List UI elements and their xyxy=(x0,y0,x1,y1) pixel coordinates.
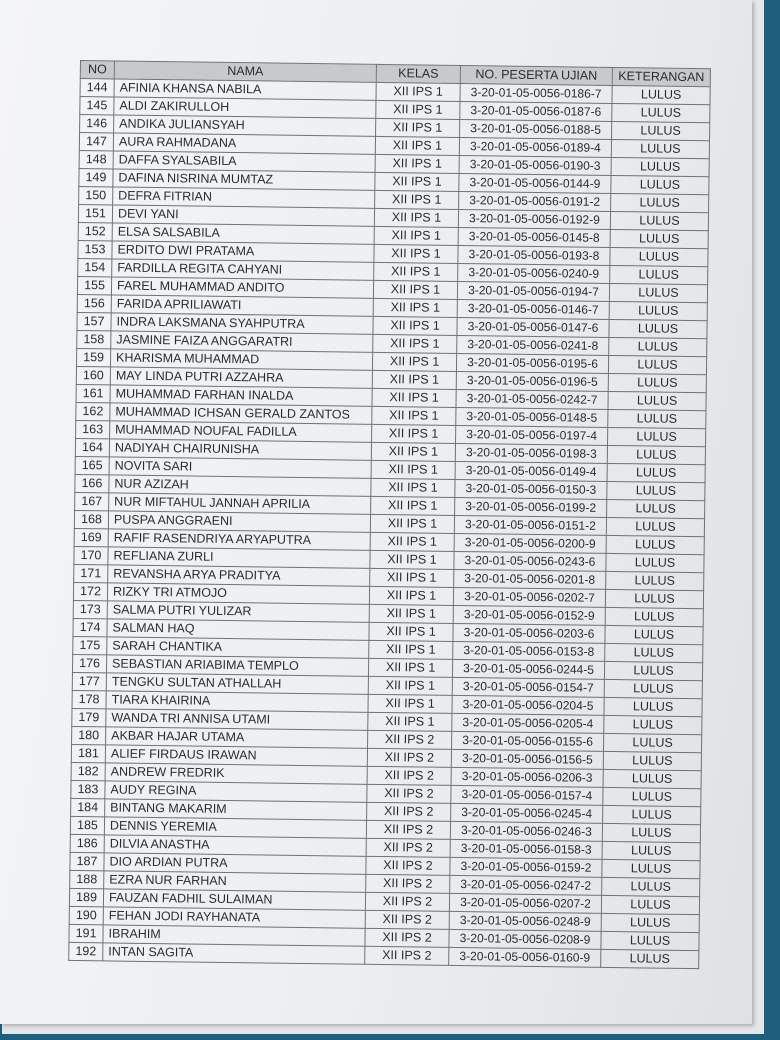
cell-nama: FAREL MUHAMMAD ANDITO xyxy=(111,277,373,298)
cell-kelas: XII IPS 2 xyxy=(367,748,451,767)
cell-keterangan: LULUS xyxy=(609,319,707,338)
cell-no: 165 xyxy=(75,456,109,474)
cell-kelas: XII IPS 2 xyxy=(365,892,449,911)
cell-keterangan: LULUS xyxy=(601,931,699,950)
cell-nama: INTAN SAGITA xyxy=(103,943,365,964)
cell-peserta: 3-20-01-05-0056-0242-7 xyxy=(456,389,608,409)
cell-keterangan: LULUS xyxy=(604,661,702,680)
cell-nama: NUR MIFTAHUL JANNAH APRILIA xyxy=(109,493,371,514)
cell-no: 166 xyxy=(75,474,109,492)
cell-nama: AKBAR HAJAR UTAMA xyxy=(106,727,368,748)
cell-keterangan: LULUS xyxy=(611,139,709,158)
cell-no: 157 xyxy=(77,312,111,330)
cell-keterangan: LULUS xyxy=(612,103,710,122)
cell-keterangan: LULUS xyxy=(611,157,709,176)
cell-no: 182 xyxy=(71,762,105,780)
cell-nama: SEBASTIAN ARIABIMA TEMPLO xyxy=(106,655,368,676)
cell-no: 189 xyxy=(69,888,103,906)
cell-nama: DENNIS YEREMIA xyxy=(104,817,366,838)
cell-no: 163 xyxy=(76,420,110,438)
cell-peserta: 3-20-01-05-0056-0155-6 xyxy=(452,731,604,751)
cell-keterangan: LULUS xyxy=(611,175,709,194)
cell-nama: TIARA KHAIRINA xyxy=(106,691,368,712)
cell-no: 151 xyxy=(78,204,112,222)
cell-kelas: XII IPS 2 xyxy=(367,802,451,821)
cell-peserta: 3-20-01-05-0056-0150-3 xyxy=(455,479,607,499)
cell-no: 167 xyxy=(75,492,109,510)
cell-nama: BINTANG MAKARIM xyxy=(105,799,367,820)
cell-nama: KHARISMA MUHAMMAD xyxy=(110,349,372,370)
cell-peserta: 3-20-01-05-0056-0203-6 xyxy=(453,623,605,643)
cell-nama: ANDIKA JULIANSYAH xyxy=(114,115,376,136)
cell-nama: JASMINE FAIZA ANGGARATRI xyxy=(111,331,373,352)
cell-nama: TENGKU SULTAN ATHALLAH xyxy=(106,673,368,694)
cell-no: 170 xyxy=(74,546,108,564)
cell-peserta: 3-20-01-05-0056-0204-5 xyxy=(452,695,604,715)
cell-keterangan: LULUS xyxy=(603,751,701,770)
cell-no: 164 xyxy=(75,438,109,456)
cell-nama: SALMAN HAQ xyxy=(107,619,369,640)
cell-nama: NUR AZIZAH xyxy=(109,475,371,496)
cell-peserta: 3-20-01-05-0056-0193-8 xyxy=(458,245,610,265)
cell-nama: PUSPA ANGGRAENI xyxy=(108,511,370,532)
cell-keterangan: LULUS xyxy=(603,805,701,824)
cell-kelas: XII IPS 1 xyxy=(372,406,456,425)
cell-no: 144 xyxy=(80,79,114,97)
cell-no: 161 xyxy=(76,384,110,402)
cell-keterangan: LULUS xyxy=(607,427,705,446)
cell-kelas: XII IPS 1 xyxy=(373,334,457,353)
cell-kelas: XII IPS 1 xyxy=(370,568,454,587)
cell-kelas: XII IPS 1 xyxy=(375,154,459,173)
cell-nama: AUDY REGINA xyxy=(105,781,367,802)
cell-peserta: 3-20-01-05-0056-0147-6 xyxy=(457,317,609,337)
cell-keterangan: LULUS xyxy=(612,85,710,104)
cell-nama: DAFFA SYALSABILA xyxy=(113,151,375,172)
cell-no: 153 xyxy=(78,240,112,258)
cell-no: 169 xyxy=(74,528,108,546)
cell-keterangan: LULUS xyxy=(612,121,710,140)
cell-peserta: 3-20-01-05-0056-0205-4 xyxy=(452,713,604,733)
cell-kelas: XII IPS 1 xyxy=(372,352,456,371)
cell-keterangan: LULUS xyxy=(602,877,700,896)
cell-nama: RIZKY TRI ATMOJO xyxy=(107,583,369,604)
cell-kelas: XII IPS 1 xyxy=(376,82,460,101)
cell-keterangan: LULUS xyxy=(604,679,702,698)
cell-nama: FARIDA APRILIAWATI xyxy=(111,295,373,316)
cell-no: 149 xyxy=(79,168,113,186)
cell-kelas: XII IPS 1 xyxy=(368,712,452,731)
cell-kelas: XII IPS 1 xyxy=(373,280,457,299)
cell-keterangan: LULUS xyxy=(603,733,701,752)
cell-peserta: 3-20-01-05-0056-0151-2 xyxy=(454,515,606,535)
cell-peserta: 3-20-01-05-0056-0240-9 xyxy=(458,263,610,283)
cell-no: 146 xyxy=(80,115,114,133)
cell-no: 184 xyxy=(71,798,105,816)
cell-no: 192 xyxy=(69,942,103,960)
cell-no: 174 xyxy=(73,618,107,636)
cell-kelas: XII IPS 2 xyxy=(368,730,452,749)
cell-keterangan: LULUS xyxy=(606,553,704,572)
cell-peserta: 3-20-01-05-0056-0154-7 xyxy=(452,677,604,697)
cell-keterangan: LULUS xyxy=(609,337,707,356)
cell-keterangan: LULUS xyxy=(611,193,709,212)
cell-keterangan: LULUS xyxy=(609,283,707,302)
cell-peserta: 3-20-01-05-0056-0157-4 xyxy=(451,785,603,805)
cell-nama: DEFRA FITRIAN xyxy=(113,187,375,208)
cell-peserta: 3-20-01-05-0056-0197-4 xyxy=(456,425,608,445)
cell-no: 175 xyxy=(73,636,107,654)
cell-keterangan: LULUS xyxy=(601,895,699,914)
cell-no: 158 xyxy=(77,330,111,348)
cell-peserta: 3-20-01-05-0056-0149-4 xyxy=(455,461,607,481)
cell-kelas: XII IPS 1 xyxy=(375,190,459,209)
cell-no: 178 xyxy=(72,690,106,708)
cell-peserta: 3-20-01-05-0056-0144-9 xyxy=(459,173,611,193)
cell-kelas: XII IPS 2 xyxy=(366,820,450,839)
cell-keterangan: LULUS xyxy=(607,499,705,518)
cell-no: 171 xyxy=(74,564,108,582)
cell-no: 177 xyxy=(72,672,106,690)
cell-nama: SALMA PUTRI YULIZAR xyxy=(107,601,369,622)
cell-peserta: 3-20-01-05-0056-0192-9 xyxy=(458,209,610,229)
cell-keterangan: LULUS xyxy=(601,913,699,932)
cell-no: 162 xyxy=(76,402,110,420)
cell-peserta: 3-20-01-05-0056-0189-4 xyxy=(459,137,611,157)
cell-kelas: XII IPS 1 xyxy=(372,424,456,443)
cell-peserta: 3-20-01-05-0056-0198-3 xyxy=(455,443,607,463)
cell-no: 190 xyxy=(69,906,103,924)
cell-peserta: 3-20-01-05-0056-0244-5 xyxy=(452,659,604,679)
cell-peserta: 3-20-01-05-0056-0207-2 xyxy=(449,893,601,913)
cell-nama: ALDI ZAKIRULLOH xyxy=(114,97,376,118)
cell-kelas: XII IPS 2 xyxy=(366,838,450,857)
cell-peserta: 3-20-01-05-0056-0248-9 xyxy=(449,911,601,931)
cell-kelas: XII IPS 1 xyxy=(371,442,455,461)
cell-nama: FAUZAN FADHIL SULAIMAN xyxy=(103,889,365,910)
header-peserta: NO. PESERTA UJIAN xyxy=(460,65,612,85)
cell-kelas: XII IPS 1 xyxy=(368,658,452,677)
cell-nama: DAFINA NISRINA MUMTAZ xyxy=(113,169,375,190)
cell-keterangan: LULUS xyxy=(606,535,704,554)
cell-kelas: XII IPS 1 xyxy=(374,262,458,281)
cell-nama: AFINIA KHANSA NABILA xyxy=(114,79,376,100)
cell-keterangan: LULUS xyxy=(609,301,707,320)
cell-peserta: 3-20-01-05-0056-0196-5 xyxy=(456,371,608,391)
cell-peserta: 3-20-01-05-0056-0191-2 xyxy=(459,191,611,211)
cell-keterangan: LULUS xyxy=(607,463,705,482)
cell-no: 168 xyxy=(74,510,108,528)
cell-peserta: 3-20-01-05-0056-0159-2 xyxy=(450,857,602,877)
cell-keterangan: LULUS xyxy=(601,949,699,968)
cell-keterangan: LULUS xyxy=(608,355,706,374)
cell-peserta: 3-20-01-05-0056-0199-2 xyxy=(455,497,607,517)
cell-no: 188 xyxy=(70,870,104,888)
cell-peserta: 3-20-01-05-0056-0148-5 xyxy=(456,407,608,427)
cell-kelas: XII IPS 1 xyxy=(368,694,452,713)
cell-kelas: XII IPS 2 xyxy=(367,766,451,785)
cell-no: 185 xyxy=(70,816,104,834)
cell-no: 180 xyxy=(72,726,106,744)
cell-kelas: XII IPS 1 xyxy=(372,370,456,389)
cell-peserta: 3-20-01-05-0056-0153-8 xyxy=(453,641,605,661)
cell-no: 173 xyxy=(73,600,107,618)
cell-nama: ALIEF FIRDAUS IRAWAN xyxy=(105,745,367,766)
cell-peserta: 3-20-01-05-0056-0206-3 xyxy=(451,767,603,787)
cell-no: 183 xyxy=(71,780,105,798)
cell-kelas: XII IPS 1 xyxy=(373,298,457,317)
cell-no: 154 xyxy=(78,258,112,276)
cell-kelas: XII IPS 2 xyxy=(366,874,450,893)
cell-nama: FEHAN JODI RAYHANATA xyxy=(103,907,365,928)
cell-keterangan: LULUS xyxy=(610,211,708,230)
cell-peserta: 3-20-01-05-0056-0241-8 xyxy=(457,335,609,355)
cell-no: 181 xyxy=(71,744,105,762)
cell-no: 176 xyxy=(72,654,106,672)
cell-nama: INDRA LAKSMANA SYAHPUTRA xyxy=(111,313,373,334)
cell-peserta: 3-20-01-05-0056-0243-6 xyxy=(454,551,606,571)
cell-no: 147 xyxy=(79,133,113,151)
header-keterangan: KETERANGAN xyxy=(612,67,710,86)
cell-nama: ELSA SALSABILA xyxy=(112,223,374,244)
cell-peserta: 3-20-01-05-0056-0145-8 xyxy=(458,227,610,247)
cell-peserta: 3-20-01-05-0056-0201-8 xyxy=(454,569,606,589)
cell-kelas: XII IPS 1 xyxy=(376,118,460,137)
cell-kelas: XII IPS 2 xyxy=(365,928,449,947)
cell-kelas: XII IPS 1 xyxy=(373,316,457,335)
cell-kelas: XII IPS 1 xyxy=(369,640,453,659)
cell-keterangan: LULUS xyxy=(603,787,701,806)
cell-keterangan: LULUS xyxy=(605,643,703,662)
cell-kelas: XII IPS 2 xyxy=(366,856,450,875)
cell-nama: MUHAMMAD NOUFAL FADILLA xyxy=(110,421,372,442)
cell-keterangan: LULUS xyxy=(606,517,704,536)
cell-no: 187 xyxy=(70,852,104,870)
cell-keterangan: LULUS xyxy=(605,625,703,644)
cell-keterangan: LULUS xyxy=(608,373,706,392)
cell-nama: DIO ARDIAN PUTRA xyxy=(104,853,366,874)
cell-no: 155 xyxy=(77,276,111,294)
cell-nama: MUHAMMAD FARHAN INALDA xyxy=(110,385,372,406)
cell-peserta: 3-20-01-05-0056-0202-7 xyxy=(453,587,605,607)
cell-keterangan: LULUS xyxy=(610,229,708,248)
cell-keterangan: LULUS xyxy=(605,589,703,608)
cell-nama: SARAH CHANTIKA xyxy=(107,637,369,658)
cell-nama: NOVITA SARI xyxy=(109,457,371,478)
cell-peserta: 3-20-01-05-0056-0195-6 xyxy=(456,353,608,373)
cell-kelas: XII IPS 1 xyxy=(370,514,454,533)
cell-no: 159 xyxy=(76,348,110,366)
cell-nama: REFLIANA ZURLI xyxy=(108,547,370,568)
cell-nama: DILVIA ANASTHA xyxy=(104,835,366,856)
cell-no: 148 xyxy=(79,150,113,168)
cell-peserta: 3-20-01-05-0056-0152-9 xyxy=(453,605,605,625)
cell-kelas: XII IPS 1 xyxy=(375,172,459,191)
cell-keterangan: LULUS xyxy=(607,481,705,500)
cell-nama: WANDA TRI ANNISA UTAMI xyxy=(106,709,368,730)
cell-nama: ANDREW FREDRIK xyxy=(105,763,367,784)
cell-no: 179 xyxy=(72,708,106,726)
cell-kelas: XII IPS 1 xyxy=(372,388,456,407)
cell-kelas: XII IPS 1 xyxy=(371,478,455,497)
cell-peserta: 3-20-01-05-0056-0146-7 xyxy=(457,299,609,319)
cell-peserta: 3-20-01-05-0056-0188-5 xyxy=(460,119,612,139)
cell-keterangan: LULUS xyxy=(604,715,702,734)
cell-keterangan: LULUS xyxy=(602,859,700,878)
cell-nama: AURA RAHMADANA xyxy=(113,133,375,154)
cell-kelas: XII IPS 1 xyxy=(374,244,458,263)
cell-keterangan: LULUS xyxy=(610,265,708,284)
cell-no: 152 xyxy=(78,222,112,240)
cell-kelas: XII IPS 1 xyxy=(376,100,460,119)
cell-nama: EZRA NUR FARHAN xyxy=(104,871,366,892)
header-no: NO xyxy=(80,61,114,79)
cell-kelas: XII IPS 1 xyxy=(374,208,458,227)
cell-nama: DEVI YANI xyxy=(112,205,374,226)
header-kelas: KELAS xyxy=(376,64,460,83)
cell-peserta: 3-20-01-05-0056-0247-2 xyxy=(450,875,602,895)
cell-nama: MUHAMMAD ICHSAN GERALD ZANTOS xyxy=(110,403,372,424)
cell-peserta: 3-20-01-05-0056-0190-3 xyxy=(459,155,611,175)
cell-peserta: 3-20-01-05-0056-0156-5 xyxy=(451,749,603,769)
cell-nama: ERDITO DWI PRATAMA xyxy=(112,241,374,262)
cell-nama: MAY LINDA PUTRI AZZAHRA xyxy=(110,367,372,388)
cell-kelas: XII IPS 1 xyxy=(371,460,455,479)
cell-kelas: XII IPS 1 xyxy=(375,136,459,155)
cell-kelas: XII IPS 1 xyxy=(370,550,454,569)
cell-keterangan: LULUS xyxy=(607,445,705,464)
cell-no: 191 xyxy=(69,924,103,942)
cell-kelas: XII IPS 2 xyxy=(365,946,449,965)
cell-peserta: 3-20-01-05-0056-0246-3 xyxy=(450,821,602,841)
cell-keterangan: LULUS xyxy=(608,409,706,428)
cell-no: 186 xyxy=(70,834,104,852)
cell-keterangan: LULUS xyxy=(604,697,702,716)
graduation-results-table xyxy=(68,60,711,969)
cell-no: 145 xyxy=(80,97,114,115)
cell-keterangan: LULUS xyxy=(608,391,706,410)
cell-keterangan: LULUS xyxy=(606,571,704,590)
cell-kelas: XII IPS 1 xyxy=(374,226,458,245)
cell-kelas: XII IPS 1 xyxy=(371,496,455,515)
cell-nama: NADIYAH CHAIRUNISHA xyxy=(109,439,371,460)
cell-kelas: XII IPS 1 xyxy=(368,676,452,695)
cell-no: 160 xyxy=(76,366,110,384)
cell-peserta: 3-20-01-05-0056-0208-9 xyxy=(449,929,601,949)
cell-kelas: XII IPS 1 xyxy=(369,586,453,605)
cell-peserta: 3-20-01-05-0056-0194-7 xyxy=(457,281,609,301)
cell-peserta: 3-20-01-05-0056-0186-7 xyxy=(460,83,612,103)
cell-kelas: XII IPS 1 xyxy=(370,532,454,551)
cell-peserta: 3-20-01-05-0056-0245-4 xyxy=(451,803,603,823)
cell-peserta: 3-20-01-05-0056-0160-9 xyxy=(449,947,601,967)
cell-kelas: XII IPS 2 xyxy=(365,910,449,929)
cell-no: 156 xyxy=(77,294,111,312)
header-nama: NAMA xyxy=(114,61,376,82)
cell-keterangan: LULUS xyxy=(603,769,701,788)
cell-kelas: XII IPS 2 xyxy=(367,784,451,803)
cell-peserta: 3-20-01-05-0056-0187-6 xyxy=(460,101,612,121)
cell-peserta: 3-20-01-05-0056-0200-9 xyxy=(454,533,606,553)
cell-kelas: XII IPS 1 xyxy=(369,622,453,641)
cell-nama: RAFIF RASENDRIYA ARYAPUTRA xyxy=(108,529,370,550)
cell-kelas: XII IPS 1 xyxy=(369,604,453,623)
table-body xyxy=(69,79,710,969)
cell-keterangan: LULUS xyxy=(602,841,700,860)
cell-keterangan: LULUS xyxy=(610,247,708,266)
cell-nama: IBRAHIM xyxy=(103,925,365,946)
cell-nama: FARDILLA REGITA CAHYANI xyxy=(112,259,374,280)
cell-peserta: 3-20-01-05-0056-0158-3 xyxy=(450,839,602,859)
cell-no: 150 xyxy=(79,186,113,204)
results-table-wrapper xyxy=(68,60,711,969)
cell-no: 172 xyxy=(73,582,107,600)
cell-keterangan: LULUS xyxy=(605,607,703,626)
cell-nama: REVANSHA ARYA PRADITYA xyxy=(108,565,370,586)
cell-keterangan: LULUS xyxy=(602,823,700,842)
